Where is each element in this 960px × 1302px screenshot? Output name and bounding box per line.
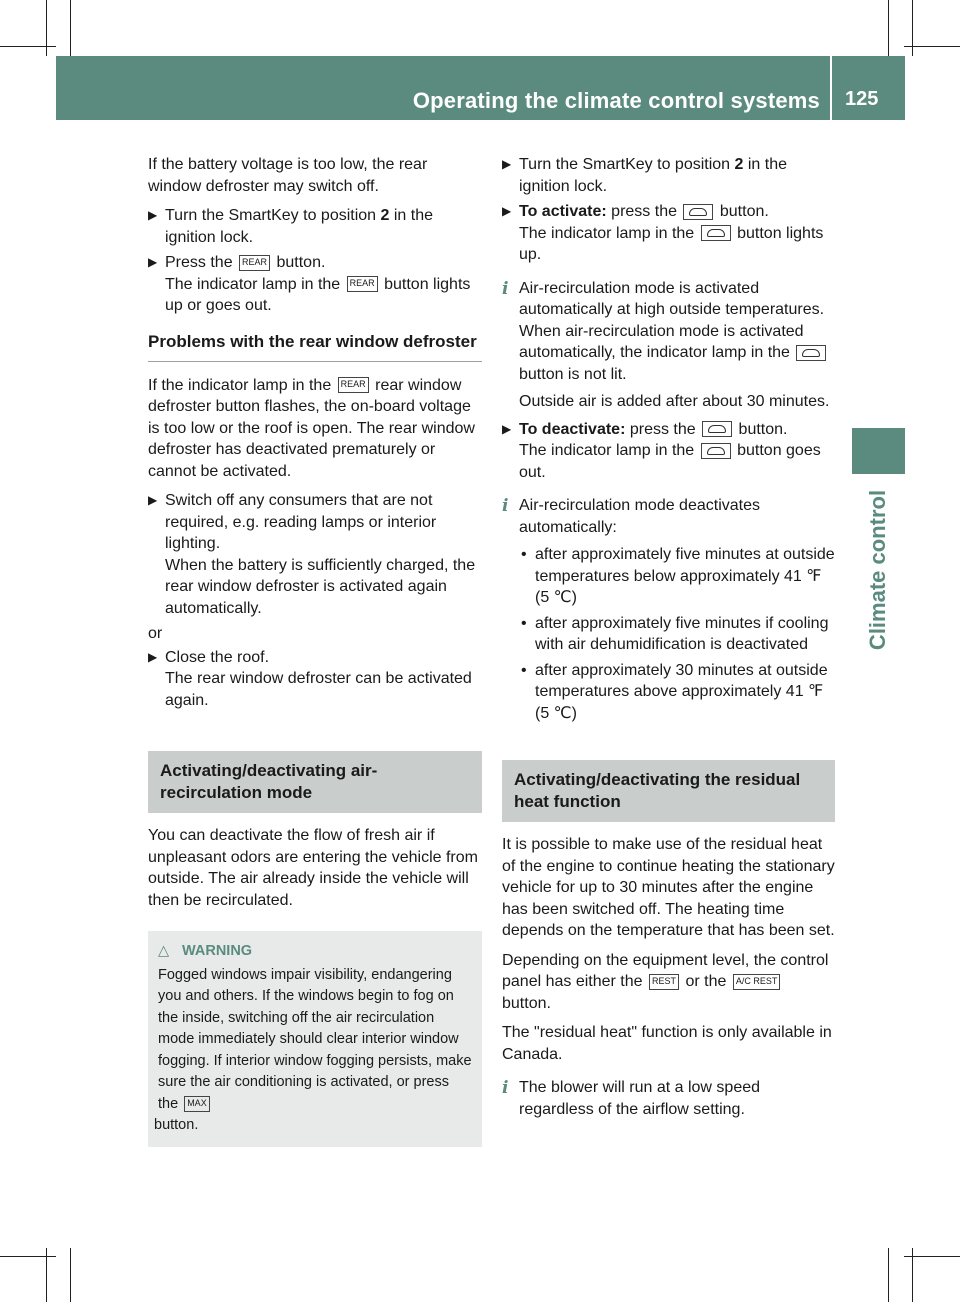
crop-mark — [888, 0, 889, 56]
rear-defroster-icon: REAR — [338, 377, 369, 393]
bullet-dot: • — [521, 614, 527, 632]
page-number: 125 — [845, 88, 879, 110]
bullet-dot: • — [521, 546, 527, 563]
info-note — [502, 495, 835, 724]
step-item — [502, 201, 835, 266]
warning-text: Fogged windows impair visibility, endangering you and others. If the windows begin to fog on the inside, switching off the air recirculation mode immediately should clear interior window fogging. If interior window fogging persists, make sure the air conditioning is activated, or press the — [158, 966, 472, 1112]
crop-mark — [0, 46, 56, 47]
warning-header — [158, 941, 472, 963]
deactivate-label: To deactivate: — [519, 420, 626, 438]
canada-text: The "residual heat" function is only available in Canada. — [502, 1024, 832, 1063]
equipment-text — [502, 950, 835, 1015]
step-text: The indicator lamp in the — [519, 224, 699, 242]
step-text: press the — [625, 420, 701, 438]
max-defrost-icon: MAX — [184, 1096, 210, 1112]
warning-triangle-icon: △ — [158, 943, 170, 959]
info-text: Air-recirculation mode deactivates automatically: — [519, 497, 760, 536]
equipment-text-b: or the — [681, 973, 731, 990]
info-text-a: Air-recirculation mode is activated automatically at high outside temperatures. When air-recirculation mode is activated automatically, the indicator lamp in the — [519, 279, 825, 361]
side-section-label: Climate control — [865, 489, 890, 651]
step-arrow-icon: ▶ — [502, 157, 512, 171]
step-result: The rear window defroster can be activated again. — [165, 670, 472, 709]
subheading: Problems with the rear window defroster — [148, 331, 482, 362]
step-text: button. — [715, 203, 769, 220]
bullet-text: after approximately five minutes if cooling with air dehumidification is deactivated — [535, 614, 829, 653]
step-text: button. — [734, 420, 788, 438]
intro-text: If the battery voltage is too low, the rear window defroster may switch off. — [148, 156, 428, 195]
recirculation-icon — [701, 443, 731, 459]
rest-button-icon: REST — [649, 974, 679, 990]
header-divider — [830, 56, 832, 120]
info-text-b: button is not lit. — [519, 365, 627, 383]
problem-text — [148, 375, 482, 483]
step-item — [148, 490, 482, 619]
step-arrow-icon: ▶ — [148, 255, 158, 269]
step-item — [148, 647, 482, 712]
warning-title: WARNING — [182, 943, 253, 959]
info-text — [519, 278, 835, 386]
info-icon: i — [502, 496, 509, 516]
left-column — [148, 154, 482, 1147]
activate-label: To activate: — [519, 203, 607, 220]
ac-rest-button-icon: A/C REST — [733, 974, 781, 990]
recirculation-icon — [701, 225, 731, 241]
step-text: Turn the SmartKey to position — [165, 207, 381, 224]
problem-text-b: rear window defroster button flashes, the on-board voltage is too low or the roof is open. The rear window defroster has deactivated prematurely or cannot be activated. — [148, 376, 475, 480]
step-item — [502, 419, 835, 484]
step-text: in the ignition lock. — [519, 156, 788, 195]
step-result: When the battery is sufficiently charged, the rear window defroster is activated again automatically. — [165, 556, 476, 617]
step-text: button lights up or goes out. — [165, 275, 471, 314]
bullet-item — [519, 613, 835, 656]
step-text: Close the roof. — [165, 648, 270, 666]
warning-text-end: button. — [154, 1117, 199, 1133]
step-arrow-icon: ▶ — [148, 649, 158, 664]
residual-text: It is possible to make use of the residual heat of the engine to continue heating the stationary vehicle for up to 30 minutes after the engine has been switched off. The heating time depends on the temperature that has been set. — [502, 836, 835, 939]
step-text: The indicator lamp in the — [165, 275, 345, 293]
info-icon: i — [502, 1078, 509, 1098]
bullet-text: after approximately five minutes at outside temperatures below approximately 41 ℉ (5 ℃) — [535, 546, 835, 606]
bullet-dot: • — [521, 661, 527, 679]
section-text: You can deactivate the flow of fresh air if unpleasant odors are entering the vehicle from outside. The air already inside the vehicle will then be recirculated. — [148, 827, 478, 909]
info-icon: i — [502, 278, 509, 299]
page-title: Operating the climate control systems — [412, 88, 820, 113]
step-item — [502, 154, 835, 197]
step-arrow-icon: ▶ — [148, 208, 158, 222]
info-text: Outside air is added after about 30 minutes. — [519, 393, 830, 410]
step-text: Turn the SmartKey to position — [519, 156, 735, 173]
bullet-item — [519, 544, 835, 609]
bullet-text: after approximately 30 minutes at outside temperatures above approximately 41 ℉ (5 ℃) — [535, 661, 828, 722]
problem-text-a: If the indicator lamp in the — [148, 376, 336, 394]
step-item — [148, 205, 482, 248]
crop-mark — [46, 1248, 47, 1302]
step-arrow-icon: ▶ — [502, 421, 512, 436]
or-text: or — [148, 625, 163, 642]
step-position: 2 — [734, 156, 744, 173]
step-text: press the — [606, 203, 682, 220]
crop-mark — [912, 0, 913, 56]
rear-defroster-icon: REAR — [347, 276, 378, 292]
recirculation-icon — [702, 421, 732, 437]
step-item — [148, 252, 482, 317]
equipment-text-a: Depending on the equipment level, the control panel has either the — [502, 951, 829, 990]
step-arrow-icon: ▶ — [502, 204, 512, 218]
side-tab — [852, 428, 905, 474]
equipment-text-c: button. — [502, 994, 551, 1012]
step-text: button. — [272, 254, 326, 271]
step-position: 2 — [380, 207, 390, 224]
crop-mark — [46, 0, 47, 56]
recirculation-icon — [796, 345, 826, 361]
step-text: in the ignition lock. — [165, 207, 434, 246]
section-heading: Activating/deactivating air-recirculation mode — [148, 751, 482, 813]
crop-mark — [70, 1248, 71, 1302]
crop-mark — [70, 0, 71, 56]
step-text: The indicator lamp in the — [519, 442, 699, 459]
recirculation-icon — [683, 204, 713, 220]
info-note — [502, 1077, 835, 1120]
step-text: button goes out. — [519, 442, 821, 481]
info-note — [502, 278, 835, 413]
right-column — [502, 154, 835, 1126]
bullet-item — [519, 660, 835, 725]
step-arrow-icon: ▶ — [148, 493, 158, 507]
info-text: The blower will run at a low speed regardless of the airflow setting. — [519, 1079, 761, 1118]
step-text: button lights up. — [519, 224, 824, 263]
step-text: Press the — [165, 254, 238, 271]
crop-mark — [912, 1248, 913, 1302]
warning-box — [148, 931, 482, 1147]
crop-mark — [0, 1256, 56, 1257]
rear-defroster-icon: REAR — [239, 255, 270, 271]
crop-mark — [888, 1248, 889, 1302]
section-heading: Activating/deactivating the residual heat function — [502, 760, 835, 822]
step-text: Switch off any consumers that are not required, e.g. reading lamps or interior lighting. — [165, 492, 437, 552]
